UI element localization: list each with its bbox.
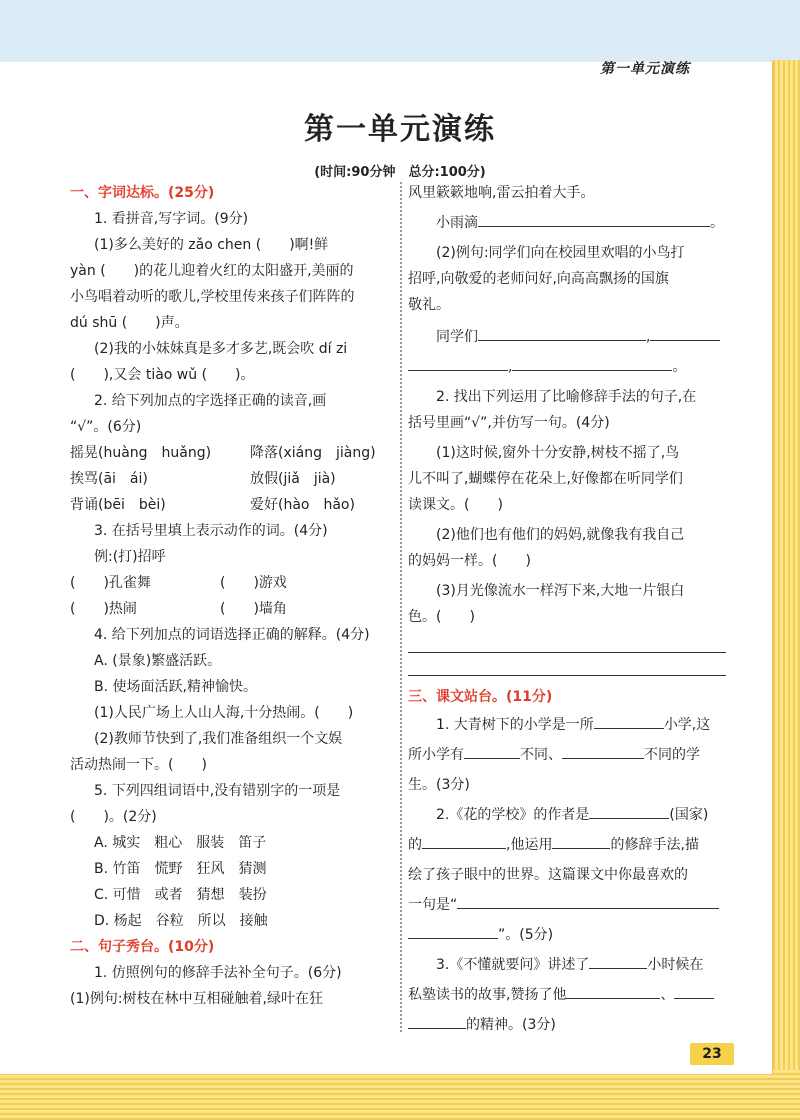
- answer-blank[interactable]: [422, 832, 506, 849]
- question-line: 小鸟唱着动听的歌儿,学校里传来孩子们阵阵的: [70, 289, 355, 305]
- page-title: 第一单元演练: [304, 112, 496, 147]
- answer-blank[interactable]: [408, 354, 508, 371]
- question-line: (2)我的小妹妹真是多才多艺,既会吹 dí zi: [94, 341, 348, 357]
- answer-blank[interactable]: [478, 324, 646, 341]
- answer-blank[interactable]: [552, 832, 610, 849]
- question-line: 的妈妈一样。( ): [408, 553, 531, 569]
- fill-row: [70, 596, 390, 622]
- question: 3. 在括号里填上表示动作的词。(4分): [94, 523, 328, 539]
- example: 例:(打)招呼: [94, 549, 166, 565]
- answer-line: , 。: [408, 354, 728, 380]
- question: 1. 看拼音,写字词。(9分): [94, 211, 249, 227]
- section-heading: 二、句子秀台。(10分): [70, 939, 215, 955]
- page-subtitle: (时间:90分钟 总分:100分): [314, 165, 486, 180]
- question-line: ( )。(2分): [70, 809, 157, 825]
- question-line: 色。( ): [408, 609, 475, 625]
- answer-line: [408, 832, 728, 858]
- pinyin-option: 爱好(hào hǎo): [250, 497, 355, 513]
- pinyin-row: [70, 466, 390, 492]
- question-line: (1)多么美好的 zǎo chen ( )啊!鲜: [94, 237, 329, 253]
- header-tab: 第一单元演练: [600, 61, 690, 77]
- fill-item: ( )热闹: [70, 601, 137, 617]
- option: B. 竹笛 慌野 狂风 猜测: [94, 861, 267, 877]
- prompt: ”。(5分): [498, 927, 554, 943]
- prompt: 的修辞手法,描: [610, 837, 699, 853]
- section-heading: 三、课文站台。(11分): [408, 689, 553, 705]
- option: A. (景象)繁盛活跃。: [94, 653, 222, 669]
- prompt: 一句是“: [408, 897, 458, 913]
- prompt: 2.《花的学校》的作者是: [436, 807, 590, 823]
- question-line: 生。(3分): [408, 777, 470, 793]
- answer-line: 小雨滴 。: [408, 210, 728, 236]
- answer-blank[interactable]: [650, 324, 720, 341]
- prompt: 不同、: [520, 747, 562, 763]
- option: C. 可惜 或者 猜想 装扮: [94, 887, 267, 903]
- pinyin-option: 背诵(bēi bèi): [70, 497, 166, 513]
- question-line: (1)这时候,窗外十分安静,树枝不摇了,鸟: [436, 445, 680, 461]
- page-stack-edge: [770, 60, 800, 1100]
- prompt: 3.《不懂就要问》讲述了: [436, 957, 590, 973]
- fill-item: ( )墙角: [220, 601, 287, 617]
- prompt: 小时候在: [647, 957, 704, 973]
- option: B. 使场面活跃,精神愉快。: [94, 679, 257, 695]
- answer-blank[interactable]: [594, 712, 664, 729]
- answer-blank[interactable]: [512, 354, 672, 371]
- prompt: 小学,这: [663, 717, 711, 733]
- prompt: 的: [408, 837, 422, 853]
- answer-blank[interactable]: [408, 657, 726, 676]
- pinyin-row: [70, 492, 390, 518]
- answer-line: [408, 1012, 728, 1038]
- answer-line: 同学们 ,: [408, 324, 728, 350]
- question-line: “√”。(6分): [70, 419, 142, 435]
- answer-blank[interactable]: [464, 742, 520, 759]
- answer-line: [408, 982, 728, 1008]
- left-column: [70, 180, 390, 1012]
- answer-blank[interactable]: [589, 802, 669, 819]
- prompt: 、: [660, 987, 675, 1003]
- question-line: 儿不叫了,蝴蝶停在花朵上,好像都在听同学们: [408, 471, 683, 487]
- question: 2. 给下列加点的字选择正确的读音,画: [94, 393, 327, 409]
- answer-line: [408, 712, 728, 738]
- answer-line: [408, 892, 728, 918]
- answer-blank[interactable]: [408, 634, 726, 653]
- question-line: 风里簌簌地响,雷云拍着大手。: [408, 185, 595, 201]
- prompt: (国家): [669, 807, 709, 823]
- prompt: 同学们: [436, 329, 478, 345]
- section-heading: 一、字词达标。(25分): [70, 185, 215, 201]
- question-line: 读课文。( ): [408, 497, 503, 513]
- pinyin-option: 降落(xiáng jiàng): [250, 445, 376, 461]
- question: 2. 找出下列运用了比喻修辞手法的句子,在: [436, 389, 697, 405]
- question-line: ( ),又会 tiào wǔ ( )。: [70, 367, 255, 383]
- answer-line: [408, 802, 728, 828]
- prompt: 小雨滴: [436, 215, 478, 231]
- question-line: dú shū ( )声。: [70, 315, 189, 331]
- prompt: 私塾读书的故事,赞扬了他: [408, 987, 567, 1003]
- question-line: 敬礼。: [408, 297, 450, 313]
- answer-blank[interactable]: [674, 982, 714, 999]
- question-line: (2)例句:同学们向在校园里欢唱的小鸟打: [436, 245, 685, 261]
- fill-row: [70, 570, 390, 596]
- question-line: 活动热闹一下。( ): [70, 757, 207, 773]
- pinyin-option: 放假(jiǎ jià): [250, 471, 336, 487]
- answer-blank[interactable]: [566, 982, 660, 999]
- question-line: 绘了孩子眼中的世界。这篇课文中你最喜欢的: [408, 867, 688, 883]
- answer-line: [408, 922, 728, 948]
- answer-blank[interactable]: [589, 952, 647, 969]
- prompt: ,他运用: [506, 837, 553, 853]
- question-line: yàn ( )的花儿迎着火红的太阳盛开,美丽的: [70, 263, 354, 279]
- question-line: (2)教师节快到了,我们准备组织一个文娱: [94, 731, 343, 747]
- question: 1. 仿照例句的修辞手法补全句子。(6分): [94, 965, 342, 981]
- option: D. 杨起 谷粒 所以 接触: [94, 913, 268, 929]
- pinyin-row: [70, 440, 390, 466]
- answer-blank[interactable]: [408, 1012, 466, 1029]
- pinyin-option: 挨骂(āi ái): [70, 471, 148, 487]
- prompt: 不同的学: [644, 747, 700, 763]
- option: A. 城实 粗心 服装 笛子: [94, 835, 267, 851]
- fill-item: ( )孔雀舞: [70, 575, 151, 591]
- right-column: [408, 180, 728, 1038]
- answer-blank[interactable]: [457, 892, 719, 909]
- page-number: 23: [690, 1043, 734, 1065]
- question: 4. 给下列加点的词语选择正确的解释。(4分): [94, 627, 370, 643]
- answer-line: [408, 952, 728, 978]
- question-line: (3)月光像流水一样泻下来,大地一片银白: [436, 583, 685, 599]
- answer-blank[interactable]: [408, 922, 498, 939]
- question-line: (1)人民广场上人山人海,十分热闹。( ): [94, 705, 354, 721]
- question-line: (2)他们也有他们的妈妈,就像我有我自己: [436, 527, 685, 543]
- column-divider: [400, 182, 402, 1032]
- answer-line: [408, 742, 728, 768]
- fill-item: ( )游戏: [220, 575, 287, 591]
- prompt: 1. 大青树下的小学是一所: [436, 717, 594, 733]
- prompt: 的精神。(3分): [466, 1017, 556, 1033]
- question-line: 招呼,向敬爱的老师问好,向高高飘扬的国旗: [408, 271, 669, 287]
- answer-blank[interactable]: [478, 210, 710, 227]
- answer-blank[interactable]: [562, 742, 644, 759]
- prompt: 所小学有: [408, 747, 464, 763]
- question-line: (1)例句:树枝在林中互相碰触着,绿叶在狂: [70, 991, 323, 1007]
- question-line: 括号里画“√”,并仿写一句。(4分): [408, 415, 610, 431]
- pinyin-option: 摇晃(huàng huǎng): [70, 445, 212, 461]
- question: 5. 下列四组词语中,没有错别字的一项是: [94, 783, 341, 799]
